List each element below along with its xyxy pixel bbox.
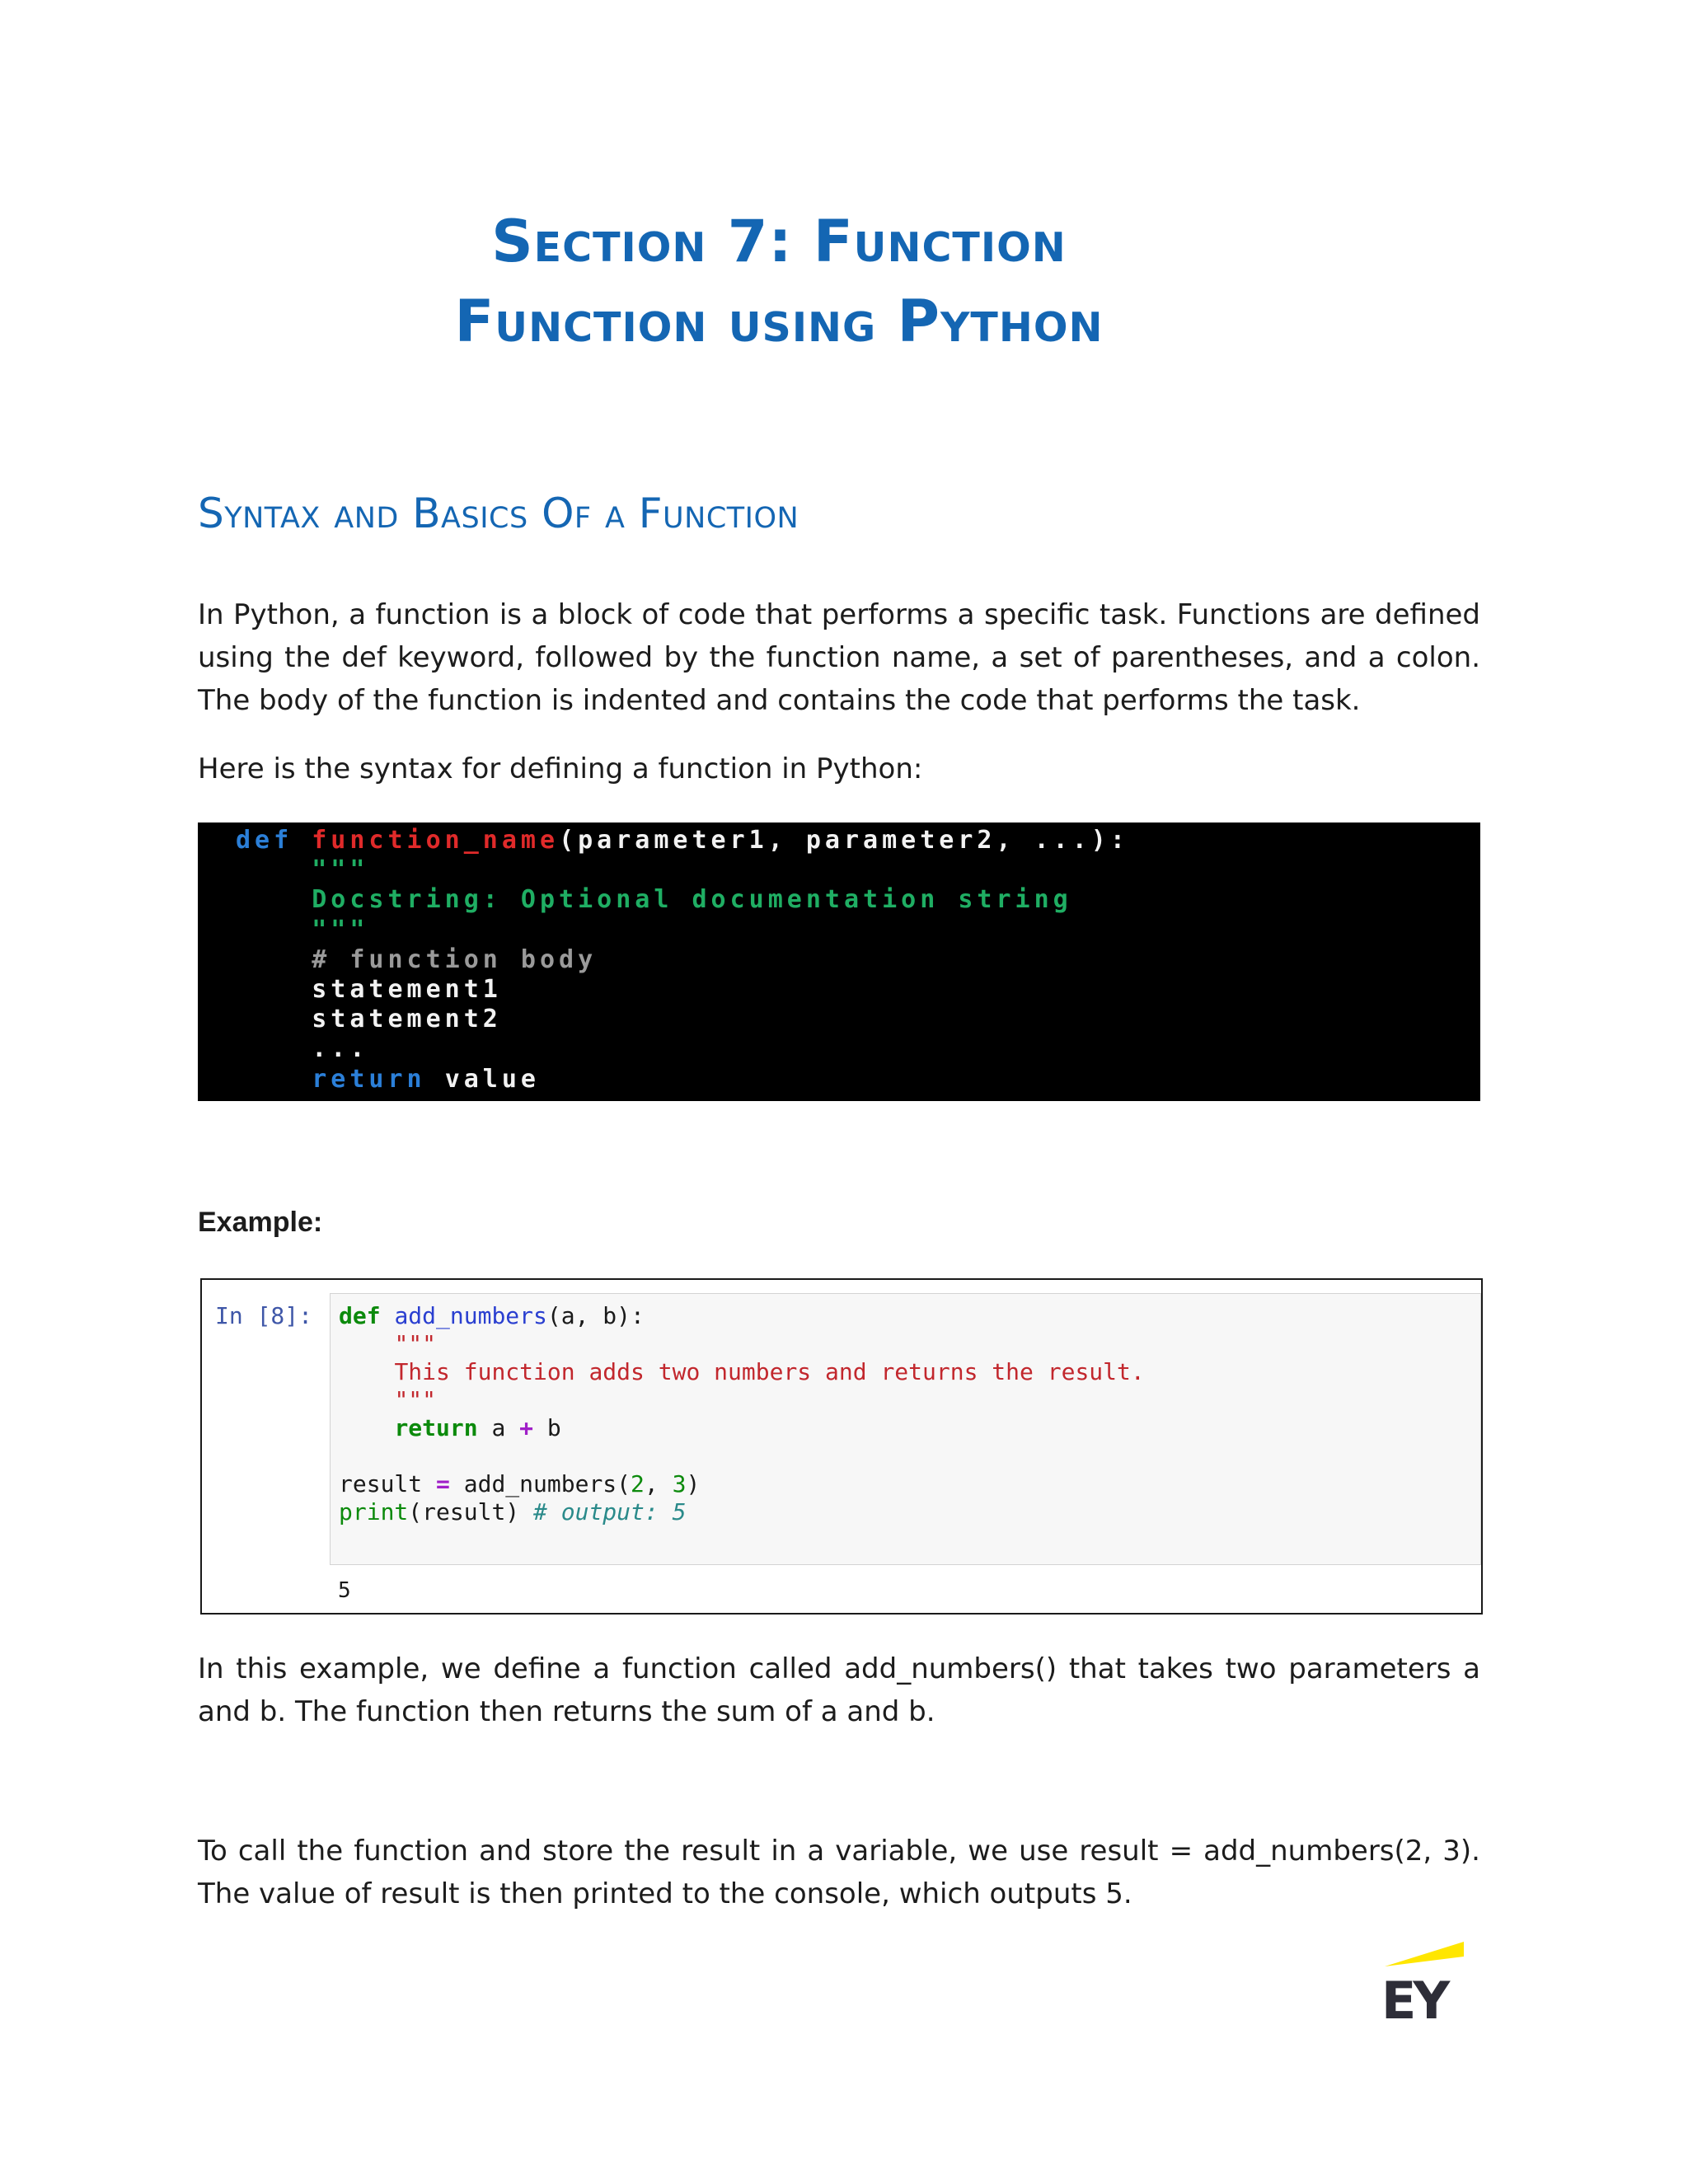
comment-token: # function body bbox=[312, 944, 598, 974]
nb-docquote-close: """ bbox=[394, 1386, 437, 1413]
code-line-ellipsis bbox=[236, 1034, 1480, 1064]
explanation-paragraph-2: To call the function and store the result in a variable, we use result = add_numbers(2, 3). The value of result is then printed to the console, which outputs 5. bbox=[198, 1835, 1480, 1910]
nb-print-builtin: print bbox=[339, 1498, 409, 1526]
nb-line-assign bbox=[339, 1470, 1480, 1498]
code-line-docstring bbox=[236, 885, 1480, 915]
function-name-token: function_name bbox=[312, 826, 560, 855]
nb-line-print bbox=[339, 1498, 1480, 1526]
section-heading: Syntax and Basics Of a Function bbox=[198, 490, 799, 537]
nb-return-keyword: return bbox=[394, 1414, 478, 1441]
return-keyword: return bbox=[312, 1064, 426, 1094]
code-line-def bbox=[236, 826, 1480, 855]
nb-line-docquote-close bbox=[339, 1386, 1480, 1414]
def-keyword: def bbox=[236, 826, 293, 855]
nb-function-name: add_numbers bbox=[394, 1302, 547, 1329]
cell-prompt: In [8]: bbox=[215, 1302, 313, 1329]
docstring-quote-close: """ bbox=[312, 915, 369, 944]
title-line-2: Function using Python bbox=[454, 288, 1104, 355]
ellipsis-token: ... bbox=[312, 1034, 369, 1064]
syntax-code-block bbox=[198, 823, 1480, 1101]
nb-line-docquote-open bbox=[339, 1330, 1480, 1358]
code-line-docquote-open bbox=[236, 855, 1480, 885]
nb-comma: , bbox=[644, 1470, 673, 1497]
nb-def-keyword: def bbox=[339, 1302, 381, 1329]
nb-docquote-open: """ bbox=[394, 1330, 437, 1357]
code-line-comment bbox=[236, 945, 1480, 975]
code-line-stmt1 bbox=[236, 975, 1480, 1005]
cell-output: 5 bbox=[338, 1578, 351, 1603]
nb-signature: (a, b): bbox=[546, 1302, 645, 1329]
code-line-return bbox=[236, 1065, 1480, 1094]
docstring-quote-open: """ bbox=[312, 855, 369, 885]
return-value-token: value bbox=[444, 1064, 540, 1094]
syntax-intro-paragraph: Here is the syntax for defining a function in Python: bbox=[198, 752, 923, 785]
code-cell[interactable] bbox=[330, 1293, 1481, 1565]
statement1-token: statement1 bbox=[312, 975, 502, 1005]
nb-line-return bbox=[339, 1414, 1480, 1442]
ey-accent-bar bbox=[1385, 1942, 1464, 1966]
statement2-token: statement2 bbox=[312, 1005, 502, 1034]
nb-plus-operator: + bbox=[519, 1414, 534, 1441]
notebook-cell-frame bbox=[200, 1278, 1483, 1615]
nb-close-paren: ) bbox=[686, 1470, 701, 1497]
nb-arg2: 3 bbox=[672, 1470, 687, 1497]
example-label: Example: bbox=[198, 1207, 323, 1238]
nb-comment: # output: 5 bbox=[533, 1498, 687, 1526]
ey-logo-text: EY bbox=[1381, 1971, 1447, 2022]
code-line-docquote-close bbox=[236, 916, 1480, 945]
explanation-paragraph-1: In this example, we define a function called add_numbers() that takes two parameters a and b. The function then returns the sum of a and b. bbox=[198, 1652, 1480, 1728]
nb-line-docstring bbox=[339, 1358, 1480, 1386]
nb-return-b: b bbox=[546, 1414, 561, 1441]
nb-result-var: result bbox=[339, 1470, 423, 1497]
intro-paragraph: In Python, a function is a block of code that performs a specific task. Functions are defined using the def keyword, followed by the function name, a set of parentheses, and a colon. The body of the function is indented and contains the code that performs the task. bbox=[198, 598, 1480, 717]
nb-call-name: add_numbers( bbox=[463, 1470, 631, 1497]
params-token: (parameter1, parameter2, ...): bbox=[559, 826, 1129, 855]
docstring-token: Docstring: Optional documentation string bbox=[312, 885, 1072, 915]
nb-return-a: a bbox=[491, 1414, 506, 1441]
code-line-stmt2 bbox=[236, 1005, 1480, 1034]
nb-assign-operator: = bbox=[436, 1470, 450, 1497]
nb-docstring: This function adds two numbers and returns the result. bbox=[394, 1358, 1145, 1385]
page-title bbox=[0, 202, 1558, 362]
nb-line-def bbox=[339, 1302, 1480, 1330]
nb-print-arg: (result) bbox=[408, 1498, 520, 1526]
nb-arg1: 2 bbox=[631, 1470, 645, 1497]
ey-logo bbox=[1381, 1942, 1464, 2022]
title-line-1: Section 7: Function bbox=[491, 208, 1067, 275]
ey-logo-icon bbox=[1381, 1942, 1464, 2022]
nb-blank-line bbox=[339, 1442, 1480, 1470]
